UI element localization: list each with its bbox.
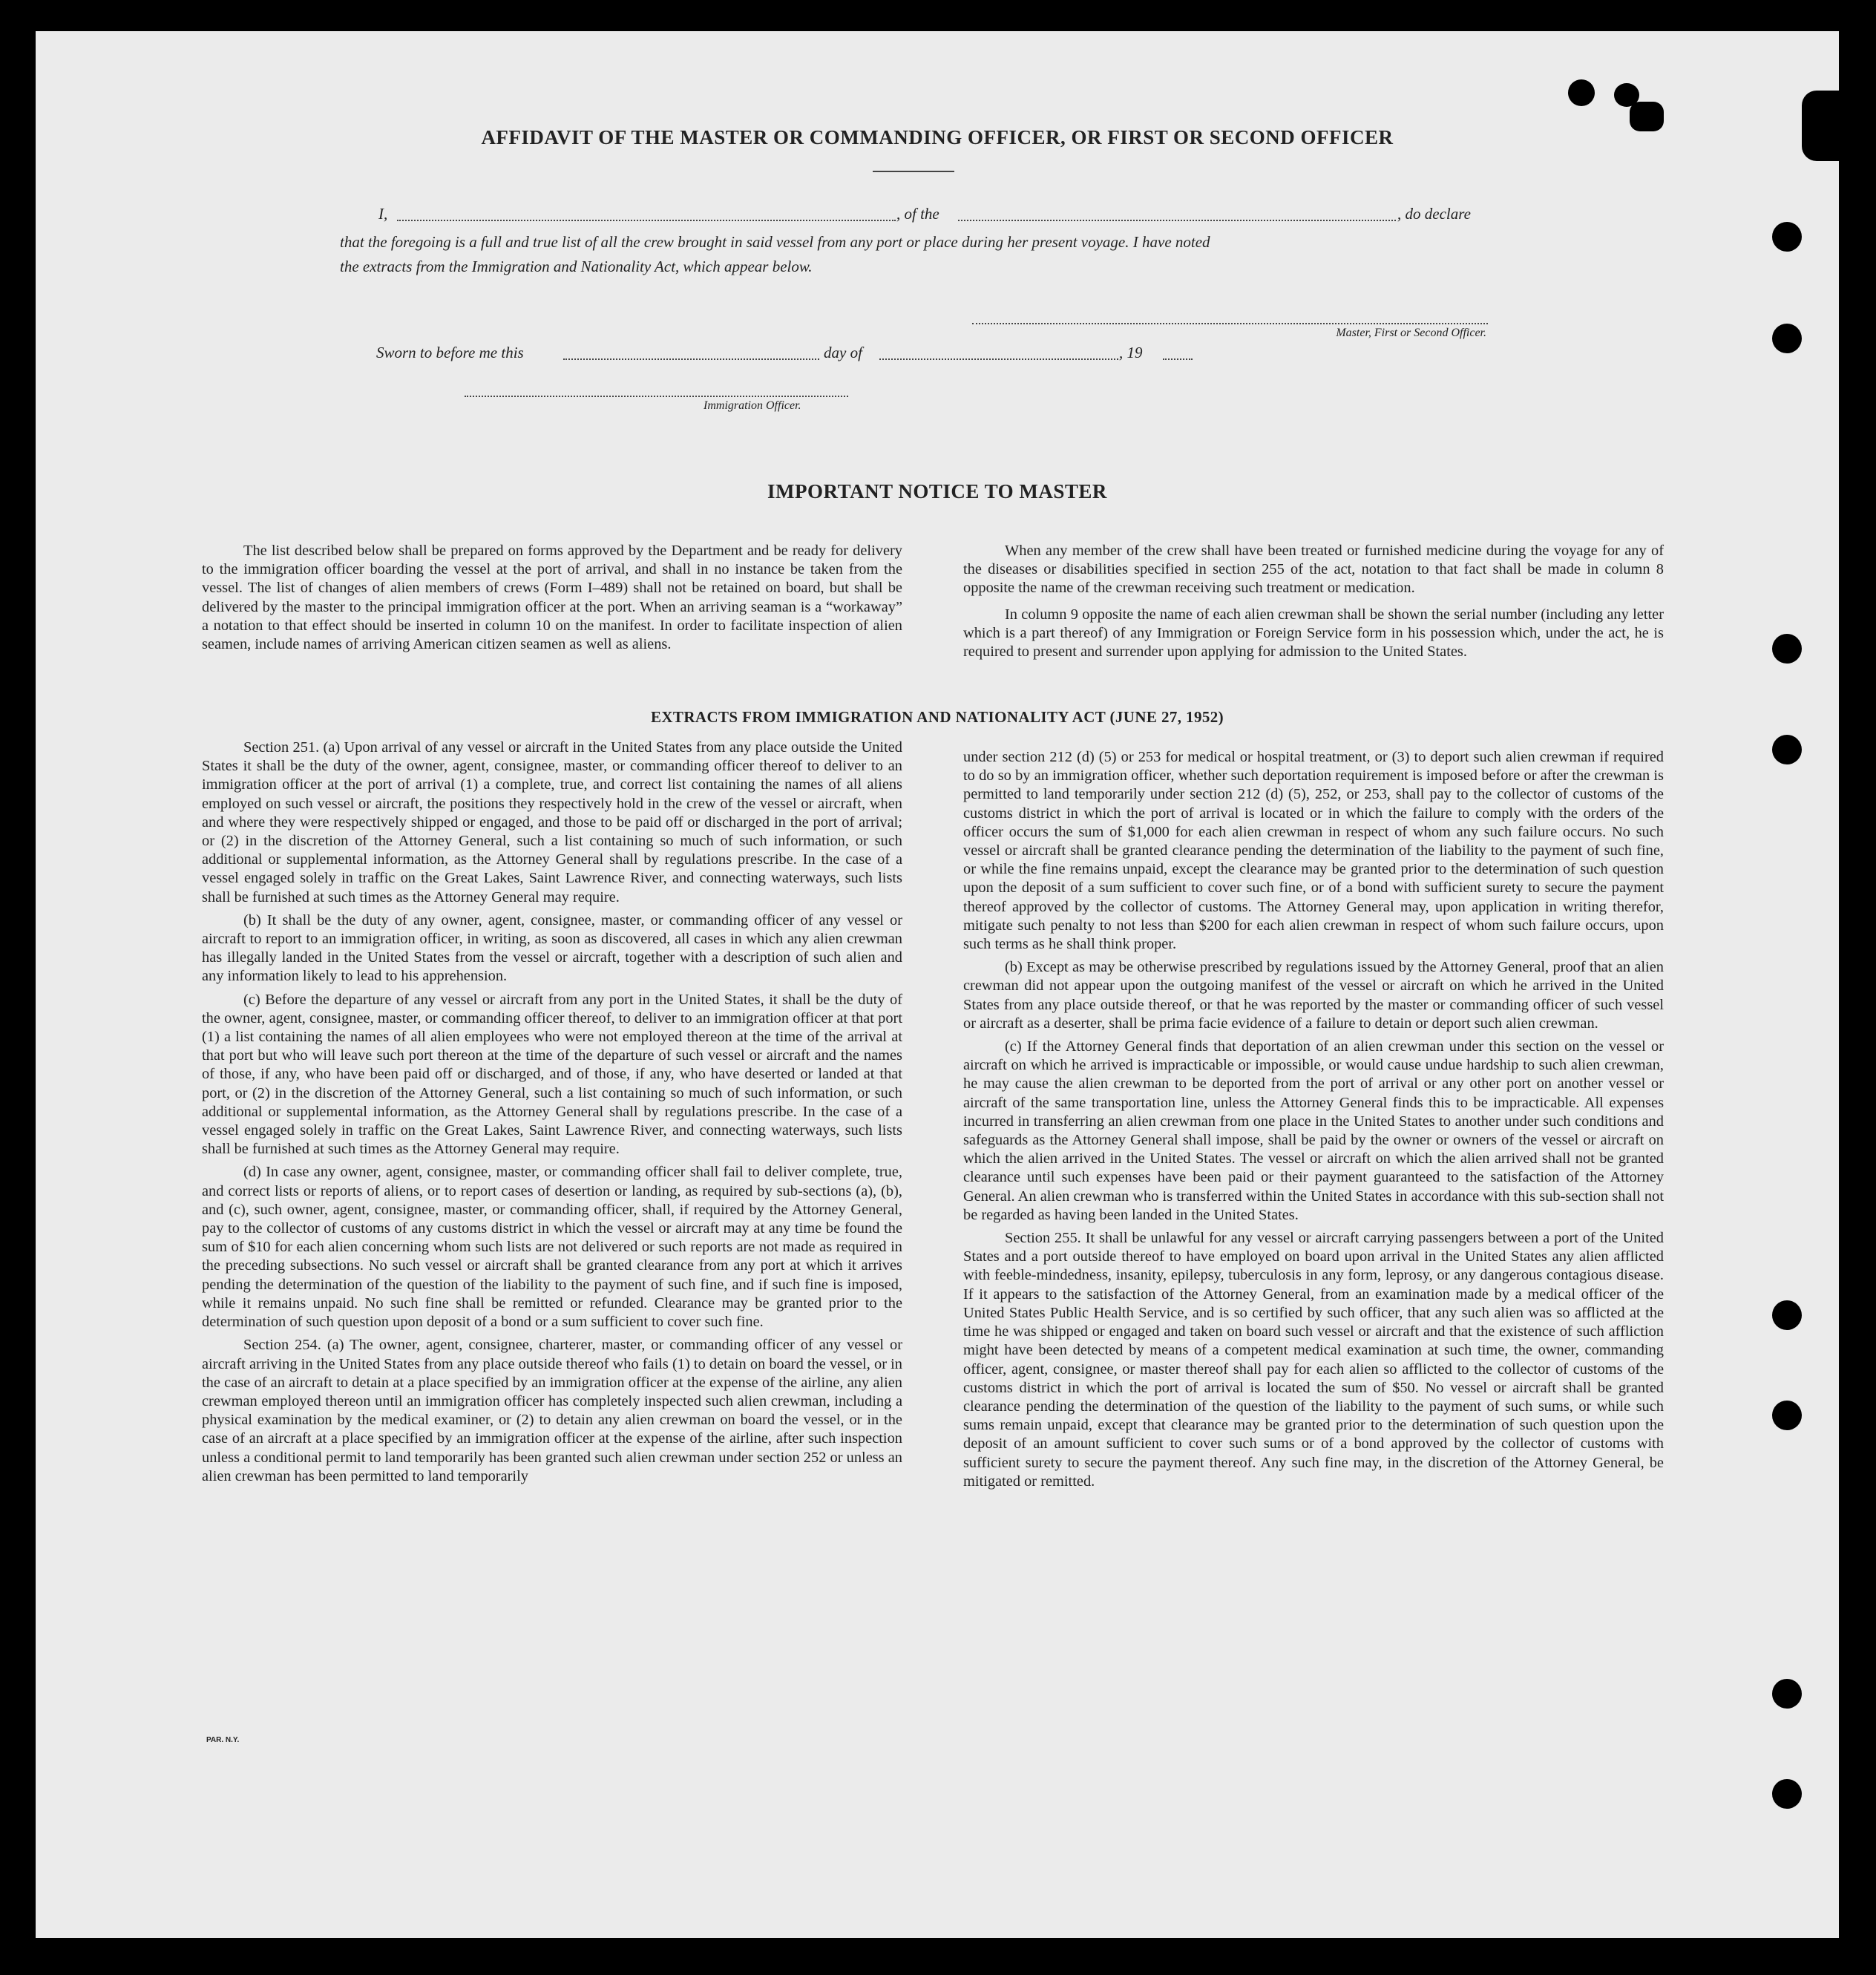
binder-hole	[1568, 79, 1595, 106]
notice-right-paragraph-2: In column 9 opposite the name of each alien crewman shall be shown the serial number (including any letter which is a part thereof) of any Immigration or Foreign Service form in his possession which, under the act, he is required to present and surrender upon applying for admission to the United States.	[963, 606, 1664, 661]
binder-hole	[1772, 324, 1802, 353]
printer-mark: PAR. N.Y.	[206, 1736, 240, 1744]
notice-left-paragraph: The list described below shall be prepared on forms approved by the Department and be ready for delivery to the immigration officer boarding the vessel at the port of arrival, and shall in no instance be taken from the vessel. The list of changes of alien members of crews (Form I–489) shall not be retained on board, but shall be delivered by the master to the principal immigration officer at the port. When an arriving seaman is a “workaway” a notation to that effect should be inserted in column 10 on the manifest. In order to facilitate inspection of alien seamen, include names of arriving American citizen seamen as well as aliens.	[202, 543, 902, 653]
name-blank	[397, 220, 896, 221]
section-254-a: Section 254. (a) The owner, agent, consignee, charterer, master, or commanding officer of any vessel or aircraft arriving in the United States from any place outside thereof who fails (1) to detain on board the vessel, or in the case of an aircraft to detain at a place specified by an immigration officer at the expense of the airline, any alien crewman employed thereon until an immigration officer has completely inspected such alien crewman, including a physical examination by the medical examiner, or (2) to detain any alien crewman on board the vessel, or in the case of an aircraft at a place specified by an immigration officer at the expense of the airline, after such inspection unless a conditional permit to land temporarily has been granted such alien crewman under section 252 or unless an alien crewman has been permitted to land temporarily	[202, 1337, 902, 1484]
master-signature-line	[972, 323, 1488, 324]
section-251-b: (b) It shall be the duty of any owner, agent, consignee, master, or commanding officer of any vessel or aircraft to report to an immigration officer, in writing, as soon as discovered, all cases in which any alien crewman has illegally landed in the United States from the vessel or aircraft, together with a description of such alien and any information likely to lead to his apprehension.	[202, 911, 902, 985]
affidavit-do-declare: , do declare	[1397, 205, 1471, 223]
scan-mark	[1802, 91, 1839, 161]
vessel-blank	[958, 220, 1396, 221]
master-caption: Master, First or Second Officer.	[1336, 327, 1486, 339]
extracts-right-column	[963, 748, 1664, 1496]
sworn-day-blank	[563, 358, 819, 360]
affidavit-title: AFFIDAVIT OF THE MASTER OR COMMANDING OFFICER, OR FIRST OR SECOND OFFICER	[481, 126, 1394, 148]
sworn-month-blank	[879, 358, 1118, 360]
section-254-c: (c) If the Attorney General finds that deportation of an alien crewman under this section on the vessel or aircraft on which he arrived is impracticable or impossible, or would cause undue hardship to such alien crewman, he may cause the alien crewman to be deported from the port of arrival or any other port on another vessel or aircraft of the same transportation line, unless the Attorney General finds this to be impracticable. All expenses incurred in transferring an alien crewman from one place in the United States to another under such conditions and safeguards as the Attorney General shall impose, shall be paid by the owner or owners of the vessel or aircraft on which the alien arrived in the United States. The vessel or aircraft on which the alien arrived shall not be granted clearance until such expenses have been paid or their payment guaranteed to the satisfaction of the Attorney General. An alien crewman who is transferred within the United States in accordance with this sub-section shall not be regarded as having been landed in the United States.	[963, 1038, 1664, 1223]
binder-hole	[1772, 1679, 1802, 1709]
section-251-c: (c) Before the departure of any vessel or aircraft from any port in the United States, it shall be the duty of the owner, agent, consignee, master, or commanding officer thereof, to deliver to an immigration officer at that port (1) a list containing the names of all alien employees who were not employed thereon at the time of the arrival at that port but who will leave such port thereon at the time of the departure of such vessel or aircraft and the names of those, if any, who have been paid off or discharged, and of those, if any, who have deserted or landed at that port, or (2) in the discretion of the Attorney General, such a list containing so much of such information, or such additional or supplemental information, as the Attorney General shall by regulations prescribe. In the case of a vessel engaged solely in traffic on the Great Lakes, Saint Lawrence River, and connecting waterways, such lists shall be furnished at such times as the Attorney General may require.	[202, 991, 902, 1158]
year-blank	[1163, 358, 1193, 360]
binder-hole	[1772, 222, 1802, 252]
notice-right-column	[963, 542, 1664, 666]
section-251-a: Section 251. (a) Upon arrival of any vessel or aircraft in the United States from any place outside the United States it shall be the duty of the owner, agent, consignee, master, or commanding officer thereof to deliver to an immigration officer at the port of arrival (1) a complete, true, and correct list containing the names of all aliens employed on such vessel or aircraft, the positions they respectively hold in the crew of the vessel or aircraft, when and where they were respectively shipped or engaged, and those to be paid off or discharged in the port of arrival; or (2) in the discretion of the Attorney General, such a list containing so much of such information, or such additional or supplemental information, as the Attorney General shall by regulations prescribe. In the case of a vessel engaged solely in traffic on the Great Lakes, Saint Lawrence River, and connecting waterways, such lists shall be furnished at such times as the Attorney General may require.	[202, 739, 902, 905]
binder-hole	[1772, 634, 1802, 664]
affidavit-line-2: that the foregoing is a full and true list of all the crew brought in said vessel from any port or place during her present voyage. I have noted	[340, 233, 1210, 251]
officer-signature-line	[465, 396, 848, 397]
binder-hole	[1772, 1779, 1802, 1809]
section-254-a-continued: under section 212 (d) (5) or 253 for medical or hospital treatment, or (3) to deport such alien crewman if required to do so by an immigration officer, whether such deportation requirement is imposed before or after the crewman is permitted to land temporarily under section 212 (d) (5), 252, or 253, shall pay to the collector of customs of the customs district in which the port of arrival is located or in which the failure to comply with the orders of the officer occurs the sum of $1,000 for each alien crewman in respect of whom any such failure occurs. No such vessel or aircraft shall be granted clearance pending the determination of the liability to the payment of such fine, or while the fine remains unpaid, except the clearance may be granted prior to the determination of such question upon the deposit of a sum sufficient to cover such fine, or of a bond with sufficient surety to secure the payment thereof approved by the collector of customs. The Attorney General may, upon application in writing therefor, mitigate such penalty to not less than $200 for each alien crewman in respect of whom such failure occurs, upon such terms as he shall think proper.	[963, 749, 1664, 953]
extracts-title: EXTRACTS FROM IMMIGRATION AND NATIONALITY ACT (JUNE 27, 1952)	[650, 708, 1224, 726]
section-255: Section 255. It shall be unlawful for any vessel or aircraft carrying passengers between a port of the United States and a port outside thereof to have employed on board upon arrival in the United States any alien afflicted with feeble-mindedness, insanity, epilepsy, tuberculosis in any form, leprosy, or any dangerous contagious disease. If it appears to the satisfaction of the Attorney General, from an examination made by a medical officer of the United States Public Health Service, and is so certified by such officer, that any such alien was so afflicted at the time he was shipped or engaged and taken on board such vessel or aircraft and that the existence of such affliction might have been detected by means of a competent medical examination at such time, the owner, commanding officer, agent, consignee, or master thereof shall pay for each alien so afflicted to the collector of customs of the customs district in which the port of arrival is located the sum of $50. No vessel or aircraft shall be granted clearance pending the determination of the question of the liability to the payment of such sums, or while such sums remain unpaid, except that clearance may be granted prior to the determination of such question upon the deposit of an amount sufficient to cover such sums or of a bond approved by the collector of customs with sufficient surety to secure the payment thereof. Any such fine may, in the discretion of the Attorney General, be mitigated or remitted.	[963, 1230, 1664, 1490]
notice-right-paragraph-1: When any member of the crew shall have been treated or furnished medicine during the voyage for any of the diseases or disabilities specified in section 255 of the act, notation to that fact shall be made in column 8 opposite the name of the crewman receiving such treatment or medication.	[963, 543, 1664, 597]
notice-title: IMPORTANT NOTICE TO MASTER	[767, 480, 1107, 502]
document-page	[36, 31, 1839, 1938]
binder-hole	[1772, 735, 1802, 764]
scan-mark	[1630, 102, 1664, 131]
day-of-label: day of	[824, 344, 862, 361]
sworn-label: Sworn to before me this	[376, 344, 524, 361]
title-underline	[873, 171, 954, 172]
extracts-left-column	[202, 738, 902, 1490]
section-254-b: (b) Except as may be otherwise prescribed by regulations issued by the Attorney General, proof that an alien crewman did not appear upon the outgoing manifest of the vessel or aircraft on which he arrived in the United States from any place outside thereof, or that he was reported by the master or commanding officer of such vessel or aircraft as a deserter, shall be prima facie evidence of a failure to detain or deport such alien crewman.	[963, 959, 1664, 1032]
affidavit-line-3: the extracts from the Immigration and Nationality Act, which appear below.	[340, 258, 813, 275]
year-label: , 19	[1119, 344, 1143, 361]
officer-caption: Immigration Officer.	[704, 399, 801, 412]
binder-hole	[1772, 1300, 1802, 1330]
binder-hole	[1772, 1401, 1802, 1430]
notice-left-column	[202, 542, 902, 658]
section-251-d: (d) In case any owner, agent, consignee, master, or commanding officer shall fail to deliver complete, true, and correct lists or reports of aliens, or to report cases of desertion or landing, as required by sub-sections (a), (b), and (c), such owner, agent, consignee, master, or commanding officer, shall, if required by the Attorney General, pay to the collector of customs of any customs district in which the vessel or aircraft may at any time be found the sum of $10 for each alien concerning whom such lists are not delivered or such reports are not made as required in the preceding subsections. No such vessel or aircraft shall be granted clearance from any port at which it arrives pending the determination of the question of the liability to the payment of such fine, and if such fine is imposed, while it remains unpaid. No such fine shall be remitted or refunded. Clearance may be granted prior to the determination of such question upon deposit of a bond or a sum sufficient to cover such fine.	[202, 1164, 902, 1331]
affidavit-i-label: I,	[378, 205, 388, 223]
affidavit-of-the-label: , of the	[896, 205, 939, 223]
